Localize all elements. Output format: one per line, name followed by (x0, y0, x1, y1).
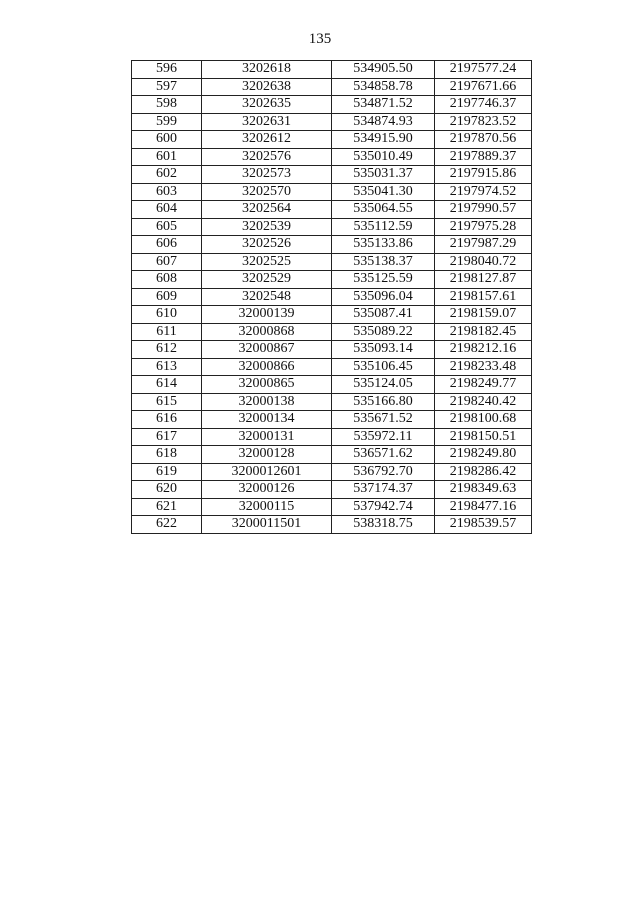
y-coordinate-cell: 2198150.51 (435, 428, 532, 446)
x-coordinate-cell: 536571.62 (332, 446, 435, 464)
point-id-cell: 3202618 (202, 61, 332, 79)
table-row (132, 428, 532, 446)
point-number-cell: 621 (132, 498, 202, 516)
table-row (132, 218, 532, 236)
x-coordinate-cell: 535010.49 (332, 148, 435, 166)
y-coordinate-cell: 2198249.80 (435, 446, 532, 464)
table-row (132, 148, 532, 166)
point-id-cell: 32000868 (202, 323, 332, 341)
point-id-cell: 32000138 (202, 393, 332, 411)
point-number-cell: 602 (132, 166, 202, 184)
table-row (132, 306, 532, 324)
y-coordinate-cell: 2198040.72 (435, 253, 532, 271)
x-coordinate-cell: 534915.90 (332, 131, 435, 149)
point-number-cell: 604 (132, 201, 202, 219)
x-coordinate-cell: 534905.50 (332, 61, 435, 79)
x-coordinate-cell: 535064.55 (332, 201, 435, 219)
table-row (132, 516, 532, 534)
x-coordinate-cell: 535093.14 (332, 341, 435, 359)
point-id-cell: 32000867 (202, 341, 332, 359)
table-row (132, 236, 532, 254)
x-coordinate-cell: 537942.74 (332, 498, 435, 516)
point-number-cell: 601 (132, 148, 202, 166)
y-coordinate-cell: 2198539.57 (435, 516, 532, 534)
y-coordinate-cell: 2197577.24 (435, 61, 532, 79)
point-number-cell: 599 (132, 113, 202, 131)
point-number-cell: 619 (132, 463, 202, 481)
point-number-cell: 609 (132, 288, 202, 306)
point-number-cell: 615 (132, 393, 202, 411)
y-coordinate-cell: 2197975.28 (435, 218, 532, 236)
point-number-cell: 612 (132, 341, 202, 359)
point-id-cell: 32000866 (202, 358, 332, 376)
x-coordinate-cell: 538318.75 (332, 516, 435, 534)
x-coordinate-cell: 535671.52 (332, 411, 435, 429)
table-row (132, 61, 532, 79)
x-coordinate-cell: 535041.30 (332, 183, 435, 201)
table-row (132, 411, 532, 429)
x-coordinate-cell: 536792.70 (332, 463, 435, 481)
coordinates-table-body (132, 61, 532, 534)
y-coordinate-cell: 2197746.37 (435, 96, 532, 114)
table-row (132, 96, 532, 114)
point-id-cell: 3202635 (202, 96, 332, 114)
table-row (132, 481, 532, 499)
point-id-cell: 3202529 (202, 271, 332, 289)
x-coordinate-cell: 535096.04 (332, 288, 435, 306)
point-id-cell: 3202526 (202, 236, 332, 254)
point-id-cell: 3200012601 (202, 463, 332, 481)
point-id-cell: 3202612 (202, 131, 332, 149)
y-coordinate-cell: 2198233.48 (435, 358, 532, 376)
point-id-cell: 3202631 (202, 113, 332, 131)
y-coordinate-cell: 2198249.77 (435, 376, 532, 394)
y-coordinate-cell: 2197987.29 (435, 236, 532, 254)
table-row (132, 288, 532, 306)
x-coordinate-cell: 535112.59 (332, 218, 435, 236)
point-id-cell: 3202570 (202, 183, 332, 201)
point-number-cell: 618 (132, 446, 202, 464)
point-id-cell: 3200011501 (202, 516, 332, 534)
table-row (132, 446, 532, 464)
y-coordinate-cell: 2197915.86 (435, 166, 532, 184)
point-id-cell: 3202548 (202, 288, 332, 306)
y-coordinate-cell: 2198182.45 (435, 323, 532, 341)
point-number-cell: 616 (132, 411, 202, 429)
point-id-cell: 3202638 (202, 78, 332, 96)
point-id-cell: 3202539 (202, 218, 332, 236)
point-number-cell: 608 (132, 271, 202, 289)
y-coordinate-cell: 2198157.61 (435, 288, 532, 306)
x-coordinate-cell: 534858.78 (332, 78, 435, 96)
point-id-cell: 32000139 (202, 306, 332, 324)
x-coordinate-cell: 534871.52 (332, 96, 435, 114)
table-row (132, 271, 532, 289)
point-number-cell: 607 (132, 253, 202, 271)
point-id-cell: 3202576 (202, 148, 332, 166)
point-number-cell: 597 (132, 78, 202, 96)
x-coordinate-cell: 535089.22 (332, 323, 435, 341)
y-coordinate-cell: 2197990.57 (435, 201, 532, 219)
y-coordinate-cell: 2197671.66 (435, 78, 532, 96)
y-coordinate-cell: 2197870.56 (435, 131, 532, 149)
y-coordinate-cell: 2197974.52 (435, 183, 532, 201)
y-coordinate-cell: 2198212.16 (435, 341, 532, 359)
table-row (132, 183, 532, 201)
table-row (132, 463, 532, 481)
table-row (132, 341, 532, 359)
table-row (132, 498, 532, 516)
y-coordinate-cell: 2198240.42 (435, 393, 532, 411)
point-id-cell: 32000115 (202, 498, 332, 516)
point-number-cell: 613 (132, 358, 202, 376)
y-coordinate-cell: 2197823.52 (435, 113, 532, 131)
page-number: 135 (308, 31, 332, 47)
x-coordinate-cell: 535972.11 (332, 428, 435, 446)
x-coordinate-cell: 535125.59 (332, 271, 435, 289)
x-coordinate-cell: 535124.05 (332, 376, 435, 394)
table-row (132, 393, 532, 411)
point-number-cell: 617 (132, 428, 202, 446)
point-number-cell: 614 (132, 376, 202, 394)
y-coordinate-cell: 2198349.63 (435, 481, 532, 499)
x-coordinate-cell: 535166.80 (332, 393, 435, 411)
x-coordinate-cell: 535087.41 (332, 306, 435, 324)
point-number-cell: 622 (132, 516, 202, 534)
point-number-cell: 596 (132, 61, 202, 79)
point-number-cell: 598 (132, 96, 202, 114)
point-number-cell: 610 (132, 306, 202, 324)
point-number-cell: 606 (132, 236, 202, 254)
y-coordinate-cell: 2197889.37 (435, 148, 532, 166)
point-number-cell: 611 (132, 323, 202, 341)
point-number-cell: 600 (132, 131, 202, 149)
table-row (132, 376, 532, 394)
x-coordinate-cell: 535133.86 (332, 236, 435, 254)
point-number-cell: 620 (132, 481, 202, 499)
point-id-cell: 32000131 (202, 428, 332, 446)
point-id-cell: 32000126 (202, 481, 332, 499)
y-coordinate-cell: 2198477.16 (435, 498, 532, 516)
point-id-cell: 32000134 (202, 411, 332, 429)
table-row (132, 166, 532, 184)
point-id-cell: 32000128 (202, 446, 332, 464)
table-row (132, 253, 532, 271)
y-coordinate-cell: 2198286.42 (435, 463, 532, 481)
point-id-cell: 3202525 (202, 253, 332, 271)
point-number-cell: 605 (132, 218, 202, 236)
y-coordinate-cell: 2198159.07 (435, 306, 532, 324)
y-coordinate-cell: 2198127.87 (435, 271, 532, 289)
x-coordinate-cell: 535106.45 (332, 358, 435, 376)
y-coordinate-cell: 2198100.68 (435, 411, 532, 429)
x-coordinate-cell: 535031.37 (332, 166, 435, 184)
table-row (132, 78, 532, 96)
x-coordinate-cell: 535138.37 (332, 253, 435, 271)
table-row (132, 323, 532, 341)
x-coordinate-cell: 537174.37 (332, 481, 435, 499)
coordinates-table (131, 60, 532, 534)
point-id-cell: 32000865 (202, 376, 332, 394)
point-number-cell: 603 (132, 183, 202, 201)
point-id-cell: 3202564 (202, 201, 332, 219)
table-row (132, 131, 532, 149)
table-row (132, 201, 532, 219)
point-id-cell: 3202573 (202, 166, 332, 184)
table-row (132, 358, 532, 376)
x-coordinate-cell: 534874.93 (332, 113, 435, 131)
table-row (132, 113, 532, 131)
